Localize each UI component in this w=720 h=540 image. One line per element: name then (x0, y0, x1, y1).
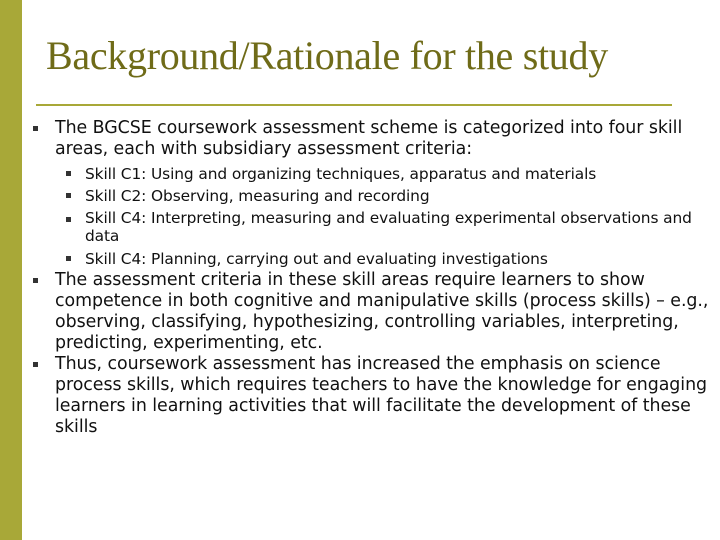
sub-bullet-3-text: Skill C4: Interpreting, measuring and evaluating experimental observations and data (85, 209, 692, 245)
slide-body (12, 118, 716, 438)
bullet-item-1 (12, 118, 716, 160)
sub-bullet-1-text: Skill C1: Using and organizing techniques, apparatus and materials (85, 165, 597, 183)
sub-bullet-item-2 (12, 185, 716, 207)
sub-bullet-item-3 (12, 209, 716, 245)
title-underline-divider (36, 104, 672, 106)
square-bullet-icon (32, 362, 40, 370)
square-bullet-icon (65, 193, 73, 201)
square-bullet-icon (65, 171, 73, 179)
sub-bullet-2-text: Skill C2: Observing, measuring and recording (85, 187, 430, 205)
slide-title: Background/Rationale for the study (46, 33, 608, 78)
bullet-item-3 (12, 354, 716, 438)
sub-bullet-item-4 (12, 248, 716, 270)
sub-bullet-item-1 (12, 163, 716, 185)
square-bullet-icon (65, 217, 73, 225)
square-bullet-icon (32, 278, 40, 286)
sub-bullet-4-text: Skill C4: Planning, carrying out and evaluating investigations (85, 250, 548, 268)
square-bullet-icon (32, 126, 40, 134)
bullet-3-text: Thus, coursework assessment has increased the emphasis on science process skills, which requires teachers to have the knowledge for engaging learners in learning activities that will facilitate the development of these skills (55, 354, 708, 437)
square-bullet-icon (65, 256, 73, 264)
bullet-item-2 (12, 270, 716, 354)
bullet-2-text: The assessment criteria in these skill areas require learners to show competence in both cognitive and manipulative skills (process skills) – e.g., observing, classifying, hypothesizing, controlling variables, interpreting, predicting, experimenting, etc. (55, 270, 709, 353)
bullet-1-text: The BGCSE coursework assessment scheme is categorized into four skill areas, each with subsidiary assessment criteria: (55, 118, 683, 159)
